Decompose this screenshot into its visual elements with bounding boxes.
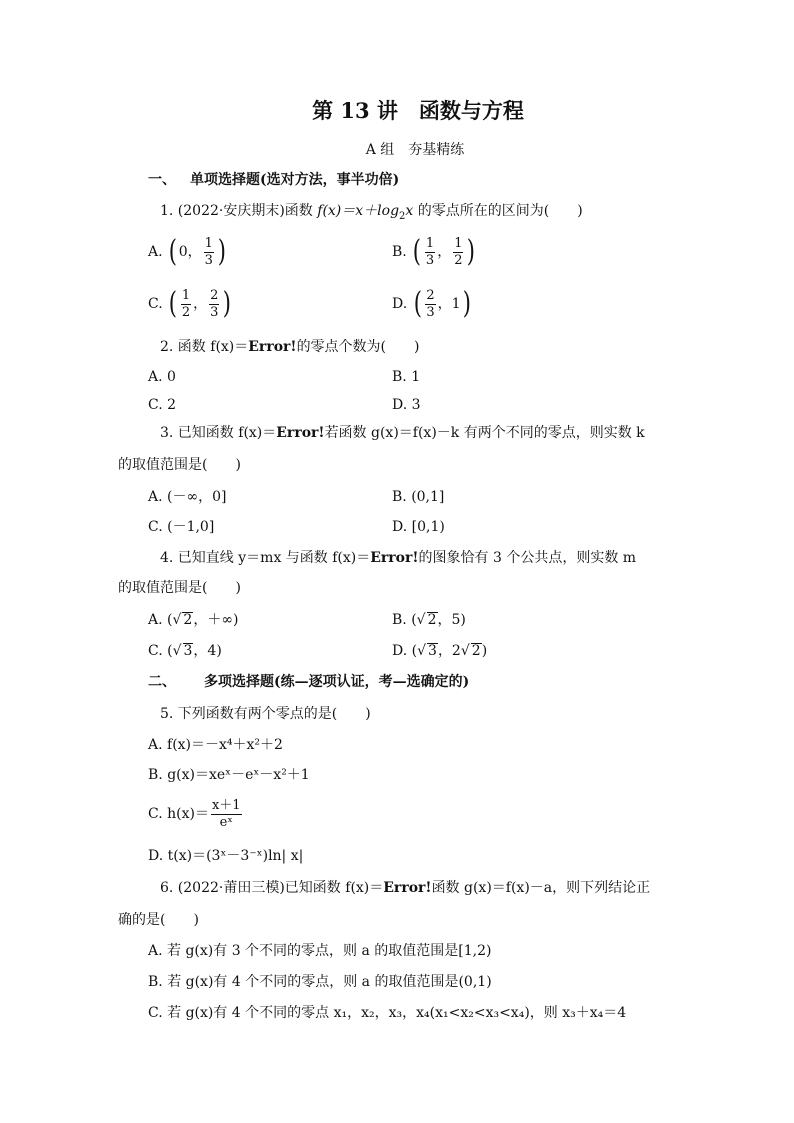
section-heading (148, 672, 469, 692)
option-5c: C. h(x)＝ $\frac{x+1}{\text{eˣ}}$ (148, 797, 241, 830)
fraction: $\frac{2}{3}$ (210, 287, 219, 320)
section-heading (148, 170, 399, 190)
option-4a: A. (√ 2，＋∞) (148, 612, 239, 628)
question-3-stem-line2: 的取值范围是( ) (118, 457, 241, 473)
option-6a: A. 若 g(x)有 3 个不同的零点，则 a 的取值范围是[1,2) (148, 943, 492, 959)
fraction: $\frac{1}{2}$ (454, 235, 463, 268)
option-2c: C. 2 (148, 397, 177, 413)
option-3b: B. (0,1] (392, 489, 445, 505)
option-3c: C. (－1,0] (148, 519, 215, 535)
question-4-stem: 4. 已知直线 y＝mx 与函数 f(x)＝Error!的图象恰有 3 个公共点，则实数 m (160, 550, 637, 566)
fraction: $\frac{1}{3}$ (204, 235, 213, 268)
fraction: $\frac{1}{3}$ (425, 235, 435, 268)
option-4d: D. (√ 3，2√ 2) (392, 643, 488, 659)
option-3a: A. (－∞，0] (148, 489, 227, 505)
option-1b: B. ( $\frac{1}{3}$ ， $\frac{1}{2}$ ) (392, 234, 476, 269)
section-text: 单项选择题(选对方法，事半功倍) (190, 172, 400, 188)
option-2d: D. 3 (392, 397, 421, 413)
option-2b: B. 1 (392, 369, 421, 385)
option-3d: D. [0,1) (392, 519, 445, 535)
option-1a: A. ( 0， $\frac{1}{3}$ ) (148, 234, 226, 269)
question-1-stem: 1. (2022·安庆期末)函数 $f(x)=x+\log_2x$ 的零点所在的区间为( ) (160, 203, 583, 222)
option-6c: C. 若 g(x)有 4 个不同的零点 x₁，x₂，x₃，x₄(x₁<x₂<x₃<x₄)，则 x₃＋x₄＝4 (148, 1005, 627, 1021)
question-6-stem: 6. (2022·莆田三模)已知函数 f(x)＝Error!函数 g(x)＝f(x)－a，则下列结论正 (160, 880, 651, 896)
option-5b: B. g(x)＝xeˣ－eˣ－x²＋1 (148, 767, 310, 783)
option-2a: A. 0 (148, 369, 176, 385)
question-2-stem: 2. 函数 f(x)＝Error!的零点个数为( ) (160, 339, 420, 355)
fraction: $\frac{x+1}{\text{eˣ}}$ (211, 797, 241, 830)
section-text: 多项选择题(练—逐项认证，考—选确定的) (204, 674, 470, 690)
page-title: 第 13 讲 函数与方程 (312, 98, 524, 123)
question-6-stem-line2: 确的是( ) (118, 912, 199, 928)
section-number: 二、 (148, 674, 176, 690)
option-1d: D. ( $\frac{2}{3}$ ，1) (392, 286, 471, 321)
option-4c: C. (√ 3，4) (148, 643, 222, 659)
option-6b: B. 若 g(x)有 4 个不同的零点，则 a 的取值范围是(0,1) (148, 974, 492, 990)
fraction: $\frac{1}{2}$ (181, 287, 191, 320)
section-number: 一、 (148, 172, 176, 188)
option-5d: D. t(x)＝(3ˣ－3⁻ˣ)ln| x| (148, 848, 304, 864)
option-1c: C. ( $\frac{1}{2}$ ， $\frac{2}{3}$ ) (148, 286, 232, 321)
question-4-stem-line2: 的取值范围是( ) (118, 580, 241, 596)
question-5-stem: 5. 下列函数有两个零点的是( ) (160, 706, 371, 722)
option-4b: B. (√ 2，5) (392, 612, 466, 628)
fraction: $\frac{2}{3}$ (426, 287, 435, 320)
option-5a: A. f(x)＝－x⁴＋x²＋2 (148, 737, 283, 753)
group-subtitle: A 组 夯基精练 (365, 142, 465, 158)
question-3-stem: 3. 已知函数 f(x)＝Error!若函数 g(x)＝f(x)－k 有两个不同的零点，则实数 k (160, 425, 645, 441)
